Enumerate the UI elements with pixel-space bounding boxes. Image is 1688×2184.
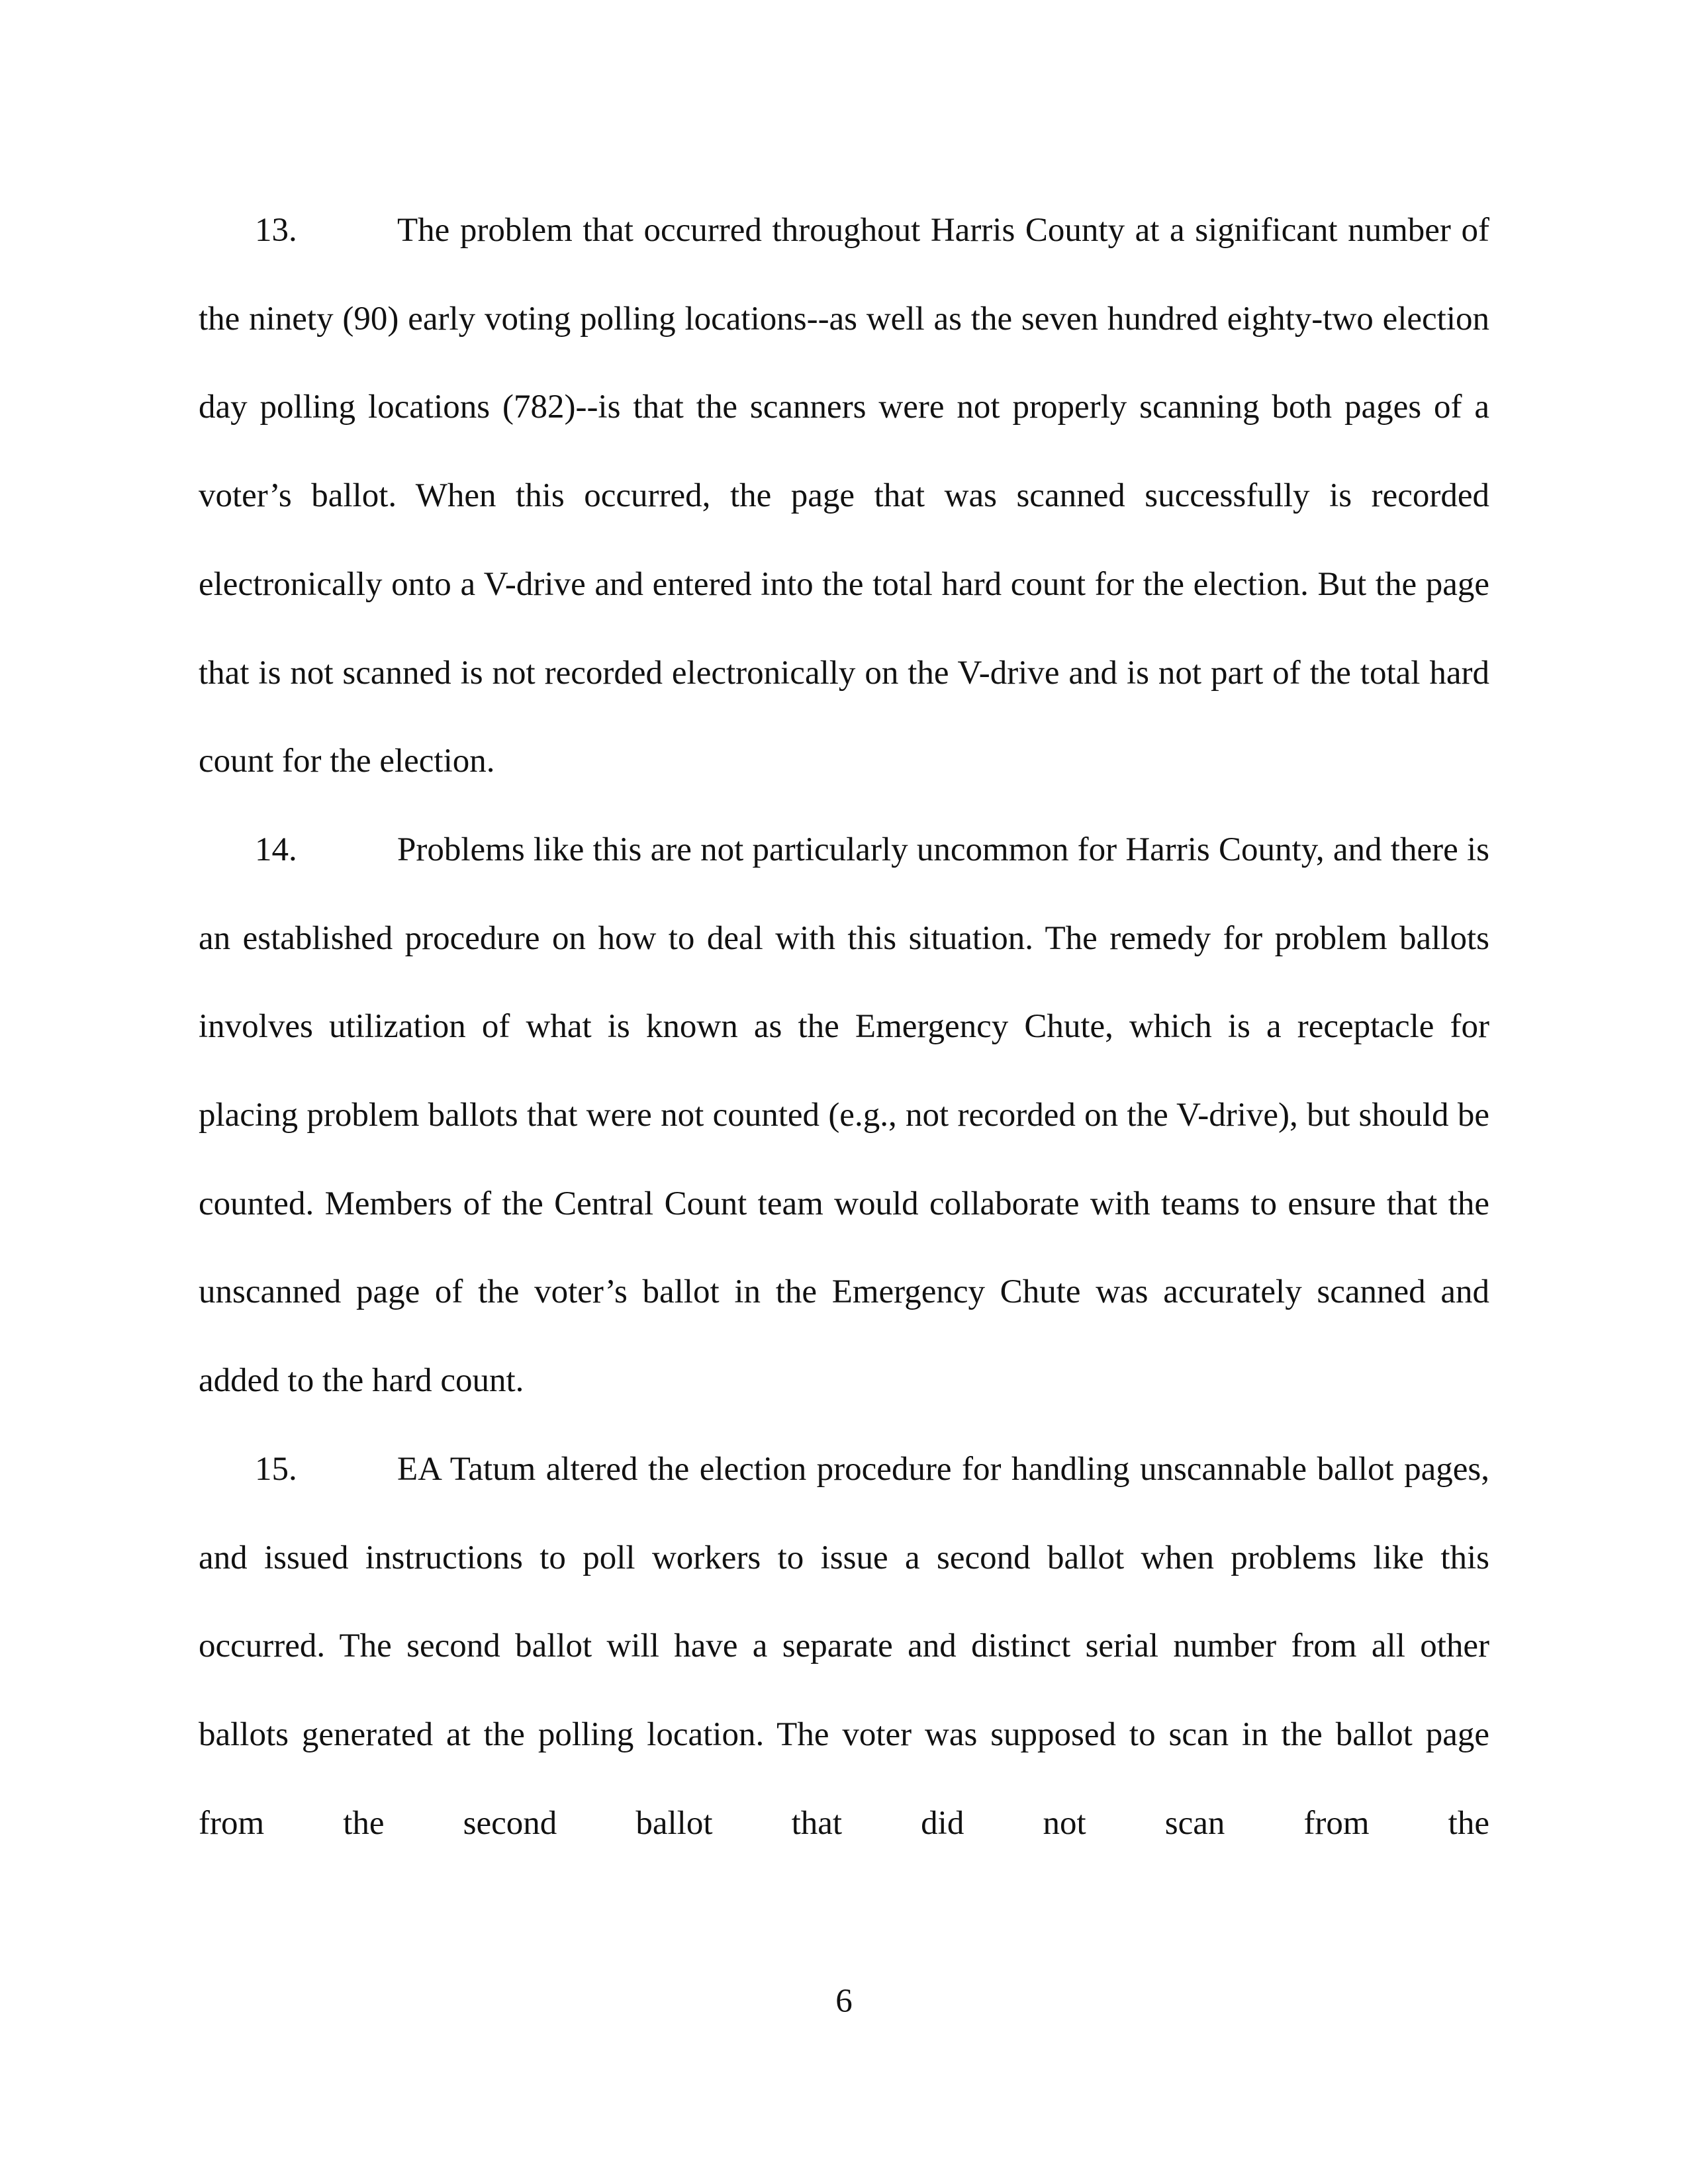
paragraph-text: EA Tatum altered the election procedure for handling unscannable ballot pages, and issued instructions to poll workers to issue a second ballot when problems like this occurred. The second ballot will have a separate and distinct serial number from all other ballots generated at the polling location. The voter was supposed to scan in the ballot page from the second ballot that did not scan from the: [199, 1450, 1489, 1842]
document-body: [199, 187, 1489, 1868]
paragraph-15: [199, 1426, 1489, 1868]
paragraph-text: Problems like this are not particularly uncommon for Harris County, and there is an established procedure on how to deal with this situation. The remedy for problem ballots involves utilization of what is known as the Emergency Chute, which is a receptacle for placing problem ballots that were not counted (e.g., not recorded on the V-drive), but should be counted. Members of the Central Count team would collaborate with teams to ensure that the unscanned page of the voter’s ballot in the Emergency Chute was accurately scanned and added to the hard count.: [199, 831, 1489, 1400]
paragraph-14: [199, 806, 1489, 1426]
paragraph-text: The problem that occurred throughout Harris County at a significant number of the ninety (90) early voting polling locations--as well as the seven hundred eighty-two election day polling locations (782)--is that the scanners were not properly scanning both pages of a voter’s ballot. When this occurred, the page that was scanned successfully is recorded electronically onto a V-drive and entered into the total hard count for the election. But the page that is not scanned is not recorded electronically on the V-drive and is not part of the total hard count for the election.: [199, 212, 1489, 780]
paragraph-number: 13.: [255, 212, 297, 249]
paragraph-13: [199, 187, 1489, 806]
page-number: 6: [835, 1983, 853, 2020]
paragraph-number: 15.: [255, 1450, 297, 1488]
paragraph-number: 14.: [255, 831, 297, 868]
